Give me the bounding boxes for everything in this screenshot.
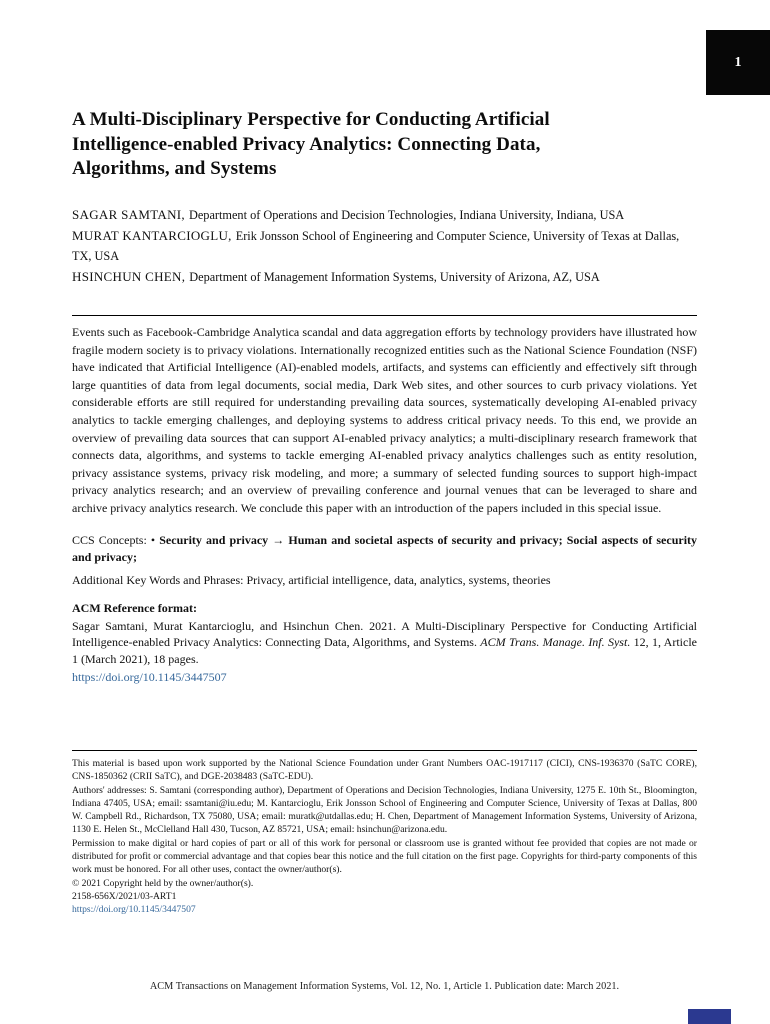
author-affiliation: Erik Jonsson School of Engineering and Computer Science, University of Texas at Dallas, TX, USA	[72, 229, 680, 263]
reference-citation: Sagar Samtani, Murat Kantarcioglu, and Hsinchun Chen. 2021. A Multi-Disciplinary Perspective for Conducting Artificial Intelligence-enabled Privacy Analytics: Connecting Data, Algorithms, and Systems.	[72, 618, 697, 650]
page-number-box	[706, 30, 770, 95]
footnote-copyright: © 2021 Copyright held by the owner/author(s).	[72, 877, 254, 889]
doi-link[interactable]: https://doi.org/10.1145/3447507	[72, 904, 196, 916]
ccs-concept: Security and privacy	[159, 532, 269, 547]
author-affiliation: Department of Management Information Systems, University of Arizona, AZ, USA	[189, 270, 600, 284]
ccs-concepts	[72, 532, 697, 567]
ccs-arrow-icon: →	[272, 532, 285, 547]
author-name: HSINCHUN CHEN,	[72, 269, 186, 284]
author-entry	[72, 205, 697, 225]
author-name: SAGAR SAMTANI,	[72, 207, 185, 222]
acm-reference-heading: ACM Reference format:	[72, 600, 198, 615]
footnote-divider	[72, 750, 697, 751]
authors-block	[72, 205, 697, 288]
corner-accent-square	[688, 1009, 731, 1024]
reference-issue: 12, 1, Article 1 (March 2021), 18 pages.	[72, 635, 698, 666]
title-line: Algorithms, and Systems	[72, 158, 277, 179]
abstract-section	[72, 315, 697, 685]
abstract-divider	[72, 315, 697, 316]
author-name: MURAT KANTARCIOGLU,	[72, 228, 232, 243]
ccs-concept: Social aspects of security and privacy;	[72, 532, 698, 564]
author-entry	[72, 226, 697, 266]
author-entry	[72, 267, 697, 287]
acm-reference-text	[72, 618, 697, 685]
reference-journal: ACM Trans. Manage. Inf. Syst.	[480, 635, 631, 650]
journal-footer: ACM Transactions on Management Information Systems, Vol. 12, No. 1, Article 1. Publication date: March 2021.	[149, 981, 620, 992]
footnote-permission: Permission to make digital or hard copies of part or all of this work for personal or classroom use is granted without fee provided that copies are not made or distributed for profit or commercial advantage and that copies bear this notice and the full citation on the first page. Copyrights for third-party components of this work must be honored. For all other uses, contact the owner/author(s).	[72, 837, 697, 876]
footnote-grant: This material is based upon work supported by the National Science Foundation under Grant Numbers OAC-1917117 (CICI), CNS-1936370 (SaTC CORE), CNS-1850362 (CRII SaTC), and DGE-2038483 (SaTC-EDU).	[72, 758, 697, 783]
additional-keywords: Additional Key Words and Phrases: Privacy, artificial intelligence, data, analytics, systems, theories	[72, 573, 551, 588]
paper-title	[72, 108, 697, 182]
title-line: A Multi-Disciplinary Perspective for Conducting Artificial	[72, 109, 550, 130]
ccs-concept: Human and societal aspects of security and privacy;	[288, 532, 563, 547]
doi-link[interactable]: https://doi.org/10.1145/3447507	[72, 669, 227, 684]
title-line: Intelligence-enabled Privacy Analytics: Connecting Data,	[72, 133, 541, 155]
abstract-text: Events such as Facebook-Cambridge Analytica scandal and data aggregation efforts by technology providers have illustrated how fragile modern society is to privacy violations. Internationally recognized entities such as the National Science Foundation (NSF) have indicated that Artificial Intelligence (AI)-enabled models, artifacts, and systems can efficiently and effectively sift through large quantities of data from legal documents, social media, Dark Web sites, and other sources to curb privacy violations. Yet considerable efforts are still required for understanding prevailing data sources, systematically developing AI-enabled privacy analytics to tackle emerging challenges, and deploying systems to address critical privacy needs. To this end, we provide an overview of prevailing data sources that can support AI-enabled privacy analytics; a multi-disciplinary research framework that connects data, algorithms, and systems to tackle emerging AI-enabled privacy analytics challenges such as entity resolution, privacy assistance systems, privacy risk modeling, and more; a summary of selected funding sources to support high-impact privacy analytics research; and an overview of prevailing conference and journal venues that can be leveraged to share and archive privacy analytics research. We conclude this paper with an introduction of the papers included in this special issue.	[72, 325, 697, 515]
footnotes-block	[72, 750, 697, 917]
ccs-label: CCS Concepts:	[72, 532, 147, 547]
author-affiliation: Department of Operations and Decision Technologies, Indiana University, Indiana, USA	[188, 208, 625, 222]
footnote-issn: 2158-656X/2021/03-ART1	[72, 890, 177, 902]
page-number: 1	[734, 54, 742, 70]
ccs-bullet: •	[150, 532, 156, 547]
footnote-author-addresses: Authors' addresses: S. Samtani (corresponding author), Department of Operations and Decision Technologies, Indiana University, 1275 E. 10th St., Bloomington, Indiana 47405, USA; email: ssamtani@iu.edu; M. Kantarcioglu, Erik Jonsson School of Engineering and Computer Science, University of Texas at Dallas, 800 W. Campbell Rd., Richardson, TX 75080, USA; email: muratk@utdallas.edu; H. Chen, Department of Management Information Systems, University of Arizona, 1130 E. Helen St., McClelland Hall 430, Tucson, AZ 85721, USA; email: hsinchun@arizona.edu.	[72, 784, 697, 836]
